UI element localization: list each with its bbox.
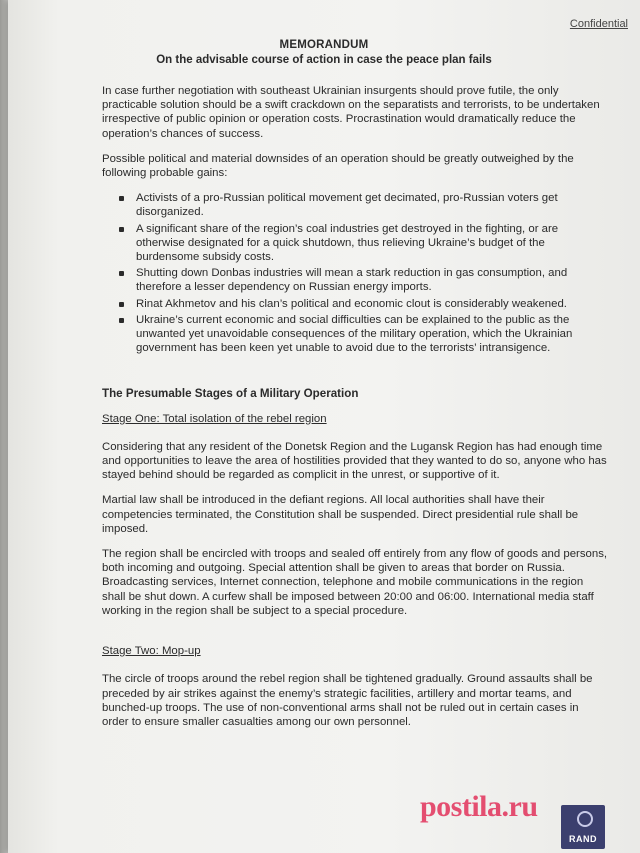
stage-two-paragraph-1: The circle of troops around the rebel region shall be tightened gradually. Ground assaults shall be preceded by air strikes against the enemy’s strategic facilities, artillery and mortar teams, and bunched-up troops. The use of non-conventional arms shall not be ruled out in certain cases in order to ensure smaller casualties among our own personnel. bbox=[102, 673, 593, 728]
memo-header bbox=[8, 38, 640, 68]
bullet-icon bbox=[119, 196, 124, 201]
rand-logo-text: RAND bbox=[569, 834, 597, 844]
bullet-icon bbox=[119, 227, 124, 232]
stage-one-paragraph-3: The region shall be encircled with troops and sealed off entirely from any flow of goods and persons, both incoming and outgoing. Special attention shall be given to areas that border on Russia. Broadcasting services, Internet connection, telephone and mobile communications in the region shall be shut down. A curfew shall be imposed between 20:00 and 06:00. International media staff working in the region shall be subject to a special procedure. bbox=[102, 548, 608, 617]
gain-text: Activists of a pro-Russian political movement get decimated, pro-Russian voters get disorganized. bbox=[136, 192, 558, 219]
confidential-label: Confidential bbox=[569, 18, 628, 30]
watermark-text: postila.ru bbox=[420, 790, 538, 823]
list-item bbox=[136, 297, 608, 311]
document-sheet bbox=[8, 0, 640, 853]
stage-one-paragraph-2: Martial law shall be introduced in the defiant regions. All local authorities shall have their competencies terminated, the Constitution shall be suspended. Direct presidential rule shall be imposed. bbox=[102, 494, 579, 535]
gain-text: Rinat Akhmetov and his clan’s political and economic clout is considerably weakened. bbox=[136, 297, 567, 310]
rand-emblem-icon bbox=[577, 811, 593, 827]
list-item bbox=[136, 222, 608, 265]
gain-text: A significant share of the region’s coal industries get destroyed in the fighting, or are otherwise designated for a quick shutdown, thus relieving Ukraine’s budget of the burdensome subsidy costs. bbox=[136, 222, 559, 264]
gain-text: Shutting down Donbas industries will mean a stark reduction in gas consumption, and therefore a lesser dependency on Russian energy imports. bbox=[136, 267, 568, 294]
bullet-icon bbox=[119, 318, 124, 323]
gain-text: Ukraine’s current economic and social difficulties can be explained to the public as the unwanted yet unavoidable consequences of the military operation, which the Ukrainian government has been keen yet unable to avoid due to the terrorists’ intransigence. bbox=[136, 313, 573, 355]
gains-list bbox=[102, 191, 608, 355]
stage-two-heading: Stage Two: Mop-up bbox=[102, 645, 201, 658]
stage-one-heading: Stage One: Total isolation of the rebel region bbox=[102, 412, 327, 425]
stage-one-paragraph-1: Considering that any resident of the Donetsk Region and the Lugansk Region has had enough time and opportunities to leave the area of hostilities provided that they wanted to do so, anyone who has stayed behind should be regarded as complicit in the unrest, or supportive of it. bbox=[102, 440, 607, 482]
intro-paragraph-1: In case further negotiation with southeast Ukrainian insurgents should prove futile, the only practicable solution should be a swift crackdown on the separatists and terrorists, to be undertaken irrespective of public opinion or operation costs. Procrastination would dramatically reduce the operation’s chances of success. bbox=[102, 85, 600, 140]
list-item bbox=[136, 191, 608, 219]
list-item bbox=[136, 266, 608, 294]
memo-subtitle: On the advisable course of action in case the peace plan fails bbox=[156, 54, 492, 66]
intro-paragraph-2: Possible political and material downsides of an operation should be greatly outweighed by the following probable gains: bbox=[102, 152, 574, 180]
rand-logo bbox=[561, 805, 605, 849]
stages-heading: The Presumable Stages of a Military Operation bbox=[102, 387, 359, 401]
memo-title: MEMORANDUM bbox=[279, 39, 369, 51]
list-item bbox=[136, 313, 608, 356]
bullet-icon bbox=[119, 302, 124, 307]
memo-body bbox=[102, 84, 608, 740]
bullet-icon bbox=[119, 271, 124, 276]
